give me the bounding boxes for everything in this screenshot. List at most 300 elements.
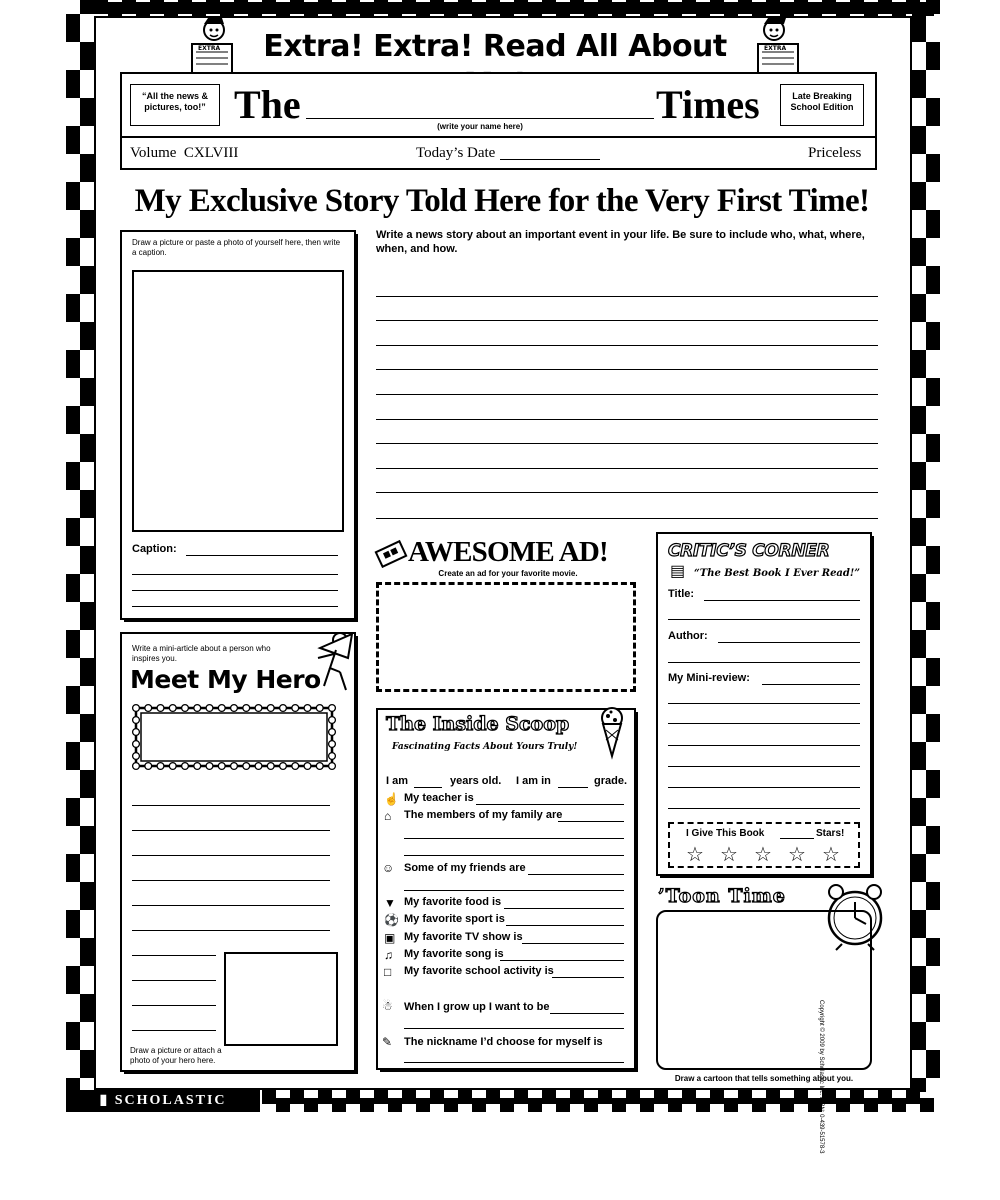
checker-square — [360, 1098, 374, 1112]
hero-line[interactable] — [132, 955, 216, 956]
masthead-tagline: “All the news & pictures, too!” — [141, 91, 208, 112]
book-title-line[interactable] — [668, 619, 860, 620]
checker-square — [80, 1008, 94, 1022]
hero-line[interactable] — [132, 830, 330, 831]
checker-square — [444, 2, 458, 16]
tv-label: My favorite TV show is — [404, 931, 523, 943]
hero-line[interactable] — [132, 805, 330, 806]
checker-square — [374, 1090, 388, 1104]
checker-square — [926, 770, 940, 784]
checker-square — [66, 756, 80, 770]
stars-line[interactable] — [780, 838, 814, 839]
checker-square — [80, 504, 94, 518]
scoop-panel — [376, 708, 636, 1070]
toon-instruction: Draw a cartoon that tells something about you. — [674, 1074, 854, 1083]
checker-square — [926, 336, 940, 350]
checker-square — [912, 182, 926, 196]
hero-line[interactable] — [132, 1030, 216, 1031]
checker-square — [598, 0, 612, 14]
checker-square — [66, 1036, 80, 1050]
checker-square — [514, 0, 528, 14]
checker-square — [696, 1098, 710, 1112]
checker-square — [94, 0, 108, 14]
checker-square — [374, 0, 388, 14]
checker-square — [654, 0, 668, 14]
volume: Volume CXLVIII — [130, 145, 239, 161]
checker-square — [66, 350, 80, 364]
checker-square — [864, 2, 878, 16]
checker-square — [912, 854, 926, 868]
hero-line[interactable] — [132, 1005, 216, 1006]
checker-square — [66, 924, 80, 938]
story-line[interactable] — [376, 345, 878, 346]
checker-square — [912, 364, 926, 378]
masthead-edition-box — [780, 84, 864, 126]
checker-square — [66, 14, 80, 28]
toon-box[interactable] — [656, 910, 872, 1070]
checker-square — [912, 742, 926, 756]
checker-square — [556, 1098, 570, 1112]
checker-square — [926, 210, 940, 224]
checker-square — [926, 784, 940, 798]
sport-line[interactable] — [506, 925, 624, 926]
sport-label: My favorite sport is — [404, 913, 505, 925]
checker-square — [926, 112, 940, 126]
checker-square — [878, 0, 892, 14]
checker-square — [906, 0, 920, 14]
checker-square — [696, 2, 710, 16]
hero-picture-note: Draw a picture or attach a photo of your hero here. — [130, 1046, 222, 1065]
ad-box[interactable] — [376, 582, 636, 692]
checker-square — [80, 224, 94, 238]
review-line[interactable] — [668, 703, 860, 704]
masthead-edition: Late Breaking School Edition — [790, 91, 854, 112]
checker-square — [912, 476, 926, 490]
checker-square — [80, 714, 94, 728]
story-line[interactable] — [376, 369, 878, 370]
grow-up-line[interactable] — [550, 1013, 624, 1014]
checker-square — [66, 238, 80, 252]
kid-illustration-right — [742, 14, 802, 78]
checker-square — [766, 0, 780, 14]
checker-square — [912, 518, 926, 532]
checker-square — [80, 42, 94, 56]
date-line[interactable] — [500, 159, 600, 160]
checker-square — [66, 70, 80, 84]
checker-square — [346, 1090, 360, 1104]
story-line[interactable] — [376, 320, 878, 321]
checker-square — [912, 308, 926, 322]
checker-square — [514, 1090, 528, 1104]
checker-square — [926, 490, 940, 504]
checker-square — [66, 588, 80, 602]
checker-square — [626, 1090, 640, 1104]
checker-square — [486, 0, 500, 14]
checker-square — [926, 378, 940, 392]
kid-illustration-left — [188, 14, 248, 78]
scoop-subtitle: Fascinating Facts About Yours Truly! — [392, 742, 578, 752]
story-line[interactable] — [376, 394, 878, 395]
checker-square — [822, 0, 836, 14]
name-hint: (write your name here) — [437, 122, 523, 131]
checker-square — [80, 434, 94, 448]
masthead-tagline-box — [130, 84, 220, 126]
teacher-label: My teacher is — [404, 792, 474, 804]
checker-square — [150, 0, 164, 14]
author-line[interactable] — [668, 662, 860, 663]
checker-square — [472, 1098, 486, 1112]
nickname-line[interactable] — [404, 1062, 624, 1063]
checker-square — [360, 2, 374, 16]
name-line[interactable] — [306, 118, 654, 119]
story-line[interactable] — [376, 492, 878, 493]
song-line[interactable] — [500, 960, 624, 961]
checker-square — [920, 1098, 934, 1112]
activity-line[interactable] — [552, 977, 624, 978]
checker-square — [66, 126, 80, 140]
checker-square — [80, 560, 94, 574]
stars-label-end: Stars! — [816, 828, 845, 839]
review-line[interactable] — [668, 723, 860, 724]
checker-square — [66, 294, 80, 308]
checker-square — [584, 1098, 598, 1112]
masthead-times: Times — [656, 82, 760, 127]
family-line[interactable] — [558, 821, 624, 822]
author-label: Author: — [668, 630, 708, 642]
checker-square — [248, 2, 262, 16]
grow-up-line[interactable] — [404, 1028, 624, 1029]
checker-square — [724, 1098, 738, 1112]
checker-square — [912, 462, 926, 476]
checker-square — [926, 672, 940, 686]
hero-picture-box[interactable] — [224, 952, 338, 1046]
checker-square — [122, 0, 136, 14]
critic-title: CRITIC’S CORNER — [668, 541, 830, 561]
checker-square — [570, 0, 584, 14]
checker-square — [80, 112, 94, 126]
grade-label: I am in — [516, 775, 551, 787]
checker-square — [926, 42, 940, 56]
checker-square — [80, 952, 94, 966]
checker-square — [612, 1098, 626, 1112]
checker-square — [912, 574, 926, 588]
checker-square — [486, 1090, 500, 1104]
review-line[interactable] — [668, 808, 860, 809]
checker-square — [626, 0, 640, 14]
checker-square — [542, 1090, 556, 1104]
checker-square — [402, 0, 416, 14]
checker-square — [332, 1098, 346, 1112]
checker-square — [584, 2, 598, 16]
checker-square — [66, 140, 80, 154]
checker-square — [668, 2, 682, 16]
checker-square — [80, 336, 94, 350]
checker-square — [912, 588, 926, 602]
checker-square — [416, 1098, 430, 1112]
caption-line[interactable] — [186, 555, 338, 556]
story-line[interactable] — [376, 443, 878, 444]
checker-square — [912, 350, 926, 364]
publisher-icon: ▮ — [99, 1093, 115, 1108]
checker-square — [458, 1090, 472, 1104]
checker-square — [528, 1098, 542, 1112]
checker-square — [66, 574, 80, 588]
ad-instruction: Create an ad for your favorite movie. — [438, 569, 578, 578]
photo-frame[interactable] — [132, 270, 344, 532]
checker-square — [926, 1008, 940, 1022]
checker-square — [80, 546, 94, 560]
checker-square — [912, 28, 926, 42]
checker-square — [926, 616, 940, 630]
checker-square — [906, 1090, 920, 1104]
checker-square — [80, 882, 94, 896]
checker-square — [926, 224, 940, 238]
book-icon: ▤ — [670, 563, 686, 580]
book-title-line[interactable] — [704, 600, 860, 601]
checker-square — [458, 0, 472, 14]
checker-square — [66, 630, 80, 644]
checker-square — [80, 56, 94, 70]
checker-square — [738, 0, 752, 14]
checker-square — [926, 56, 940, 70]
age-line[interactable] — [414, 787, 442, 788]
checker-square — [66, 1022, 80, 1036]
hero-line[interactable] — [132, 905, 330, 906]
checker-square — [920, 2, 934, 16]
checker-square — [912, 70, 926, 84]
checker-square — [318, 1090, 332, 1104]
hero-line[interactable] — [132, 855, 330, 856]
rating-star-2[interactable]: ☆ — [720, 844, 738, 866]
checker-square — [912, 532, 926, 546]
checker-square — [926, 714, 940, 728]
checker-square — [318, 0, 332, 14]
ad-title: AWESOME AD! — [408, 536, 608, 568]
rating-star-4[interactable]: ☆ — [788, 844, 806, 866]
grade-line[interactable] — [558, 787, 588, 788]
photo-instruction: Draw a picture or paste a photo of yourself here, then write a caption. — [132, 238, 341, 257]
publisher-name: SCHOLASTIC — [114, 1093, 227, 1108]
checker-square — [780, 1098, 794, 1112]
checker-square — [276, 2, 290, 16]
checker-square — [808, 2, 822, 16]
checker-square — [444, 1098, 458, 1112]
caption-line[interactable] — [132, 574, 338, 575]
checker-square — [912, 84, 926, 98]
checker-square — [752, 1098, 766, 1112]
checker-square — [178, 0, 192, 14]
rating-star-5[interactable]: ☆ — [822, 844, 840, 866]
checker-square — [836, 1098, 850, 1112]
checker-square — [304, 1098, 318, 1112]
checker-square — [388, 1098, 402, 1112]
caption-line[interactable] — [132, 606, 338, 607]
story-line[interactable] — [376, 518, 878, 519]
checker-square — [66, 196, 80, 210]
checker-square — [926, 546, 940, 560]
checker-square — [912, 140, 926, 154]
tv-line[interactable] — [522, 943, 624, 944]
checker-square — [926, 896, 940, 910]
review-line[interactable] — [762, 684, 860, 685]
checker-square — [80, 378, 94, 392]
author-line[interactable] — [718, 642, 860, 643]
hero-line[interactable] — [132, 880, 330, 881]
checker-square — [108, 2, 122, 16]
checker-square — [262, 1090, 276, 1104]
checker-square — [80, 168, 94, 182]
checker-square — [912, 420, 926, 434]
checker-square — [66, 854, 80, 868]
checker-square — [926, 98, 940, 112]
checker-square — [66, 798, 80, 812]
checker-square — [500, 1098, 514, 1112]
checker-square — [738, 1090, 752, 1104]
caption-line[interactable] — [132, 590, 338, 591]
friends-icon: ☺ — [382, 861, 395, 875]
checker-square — [66, 966, 80, 980]
checker-square — [912, 644, 926, 658]
copyright: Copyright © 2009 by Scholastic Inc. ISBN: 0-439-51578-3 — [818, 1000, 824, 1154]
checker-square — [66, 462, 80, 476]
checker-square — [926, 840, 940, 854]
checker-square — [926, 448, 940, 462]
checker-square — [66, 742, 80, 756]
checker-square — [912, 14, 926, 28]
checker-square — [136, 2, 150, 16]
teacher-line[interactable] — [476, 804, 624, 805]
checker-square — [912, 812, 926, 826]
checker-square — [912, 966, 926, 980]
checker-square — [80, 280, 94, 294]
checker-square — [926, 392, 940, 406]
hero-line[interactable] — [132, 930, 330, 931]
checker-square — [926, 1050, 940, 1064]
checker-square — [290, 1090, 304, 1104]
checker-square — [542, 0, 556, 14]
family-line[interactable] — [404, 855, 624, 856]
review-line[interactable] — [668, 766, 860, 767]
checker-square — [892, 1098, 906, 1112]
checker-square — [80, 658, 94, 672]
hero-line[interactable] — [132, 980, 216, 981]
music-note-icon: ♫ — [384, 948, 393, 962]
food-label: My favorite food is — [404, 896, 502, 908]
hero-name-frame[interactable] — [128, 700, 340, 774]
checker-square — [926, 938, 940, 952]
checker-square — [892, 2, 906, 16]
checker-square — [794, 0, 808, 14]
story-line[interactable] — [376, 468, 878, 469]
checker-square — [66, 812, 80, 826]
rating-star-3[interactable]: ☆ — [754, 844, 772, 866]
checker-square — [654, 1090, 668, 1104]
checker-square — [926, 1064, 940, 1078]
checker-square — [912, 1036, 926, 1050]
checker-square — [80, 896, 94, 910]
checker-square — [66, 364, 80, 378]
checker-square — [164, 2, 178, 16]
name-tag-icon: ✎ — [382, 1035, 393, 1049]
stars-label: I Give This Book — [686, 828, 765, 839]
headline: My Exclusive Story Told Here for the Very First Time! — [134, 183, 870, 219]
family-line[interactable] — [404, 838, 624, 839]
checker-square — [598, 1090, 612, 1104]
checker-square — [80, 840, 94, 854]
checker-square — [66, 868, 80, 882]
ball-icon: ⚽ — [384, 913, 399, 927]
date-label: Today’s Date — [416, 145, 496, 161]
story-line[interactable] — [376, 419, 878, 420]
checker-square — [912, 910, 926, 924]
checker-square — [926, 154, 940, 168]
review-line[interactable] — [668, 787, 860, 788]
checker-square — [926, 826, 940, 840]
friends-line[interactable] — [528, 874, 624, 875]
activity-label: My favorite school activity is — [404, 965, 554, 977]
friends-line[interactable] — [404, 890, 624, 891]
checker-square — [912, 126, 926, 140]
checker-square — [682, 0, 696, 14]
checker-square — [80, 1050, 94, 1064]
checker-square — [80, 826, 94, 840]
checker-square — [926, 266, 940, 280]
food-line[interactable] — [504, 908, 624, 909]
pizza-icon: ▼ — [384, 896, 396, 910]
astronaut-icon: ☃ — [382, 999, 393, 1013]
checker-square — [66, 308, 80, 322]
toon-title: ’Toon Time — [658, 885, 786, 907]
checker-square — [710, 0, 724, 14]
checker-square — [926, 280, 940, 294]
critic-subtitle: “The Best Book I Ever Read!” — [694, 568, 861, 579]
hero-illustration — [300, 628, 360, 698]
checker-square — [290, 0, 304, 14]
checker-square — [66, 28, 80, 42]
checker-square — [766, 1090, 780, 1104]
checker-square — [430, 1090, 444, 1104]
checker-square — [926, 882, 940, 896]
checker-square — [612, 2, 626, 16]
checker-square — [640, 1098, 654, 1112]
checker-square — [80, 98, 94, 112]
apple-icon: ☝ — [384, 792, 399, 806]
checker-square — [570, 1090, 584, 1104]
checker-square — [416, 2, 430, 16]
ice-cream-icon — [596, 704, 628, 760]
rating-star-1[interactable]: ☆ — [686, 844, 704, 866]
bag-icon: □ — [384, 965, 392, 979]
checker-square — [234, 0, 248, 14]
checker-square — [206, 0, 220, 14]
checker-square — [80, 266, 94, 280]
svg-text:EXTRA: EXTRA — [198, 45, 221, 52]
checker-square — [276, 1098, 290, 1112]
price: Priceless — [808, 145, 862, 161]
family-label: The members of my family are — [404, 809, 563, 821]
checker-square — [472, 2, 486, 16]
review-line[interactable] — [668, 745, 860, 746]
checker-square — [926, 602, 940, 616]
checker-square — [80, 490, 94, 504]
checker-square — [850, 1090, 864, 1104]
story-line[interactable] — [376, 296, 878, 297]
checker-square — [80, 616, 94, 630]
grade-label-end: grade. — [594, 775, 628, 787]
checker-square — [528, 2, 542, 16]
checker-square — [912, 294, 926, 308]
house-icon: ⌂ — [384, 809, 392, 823]
